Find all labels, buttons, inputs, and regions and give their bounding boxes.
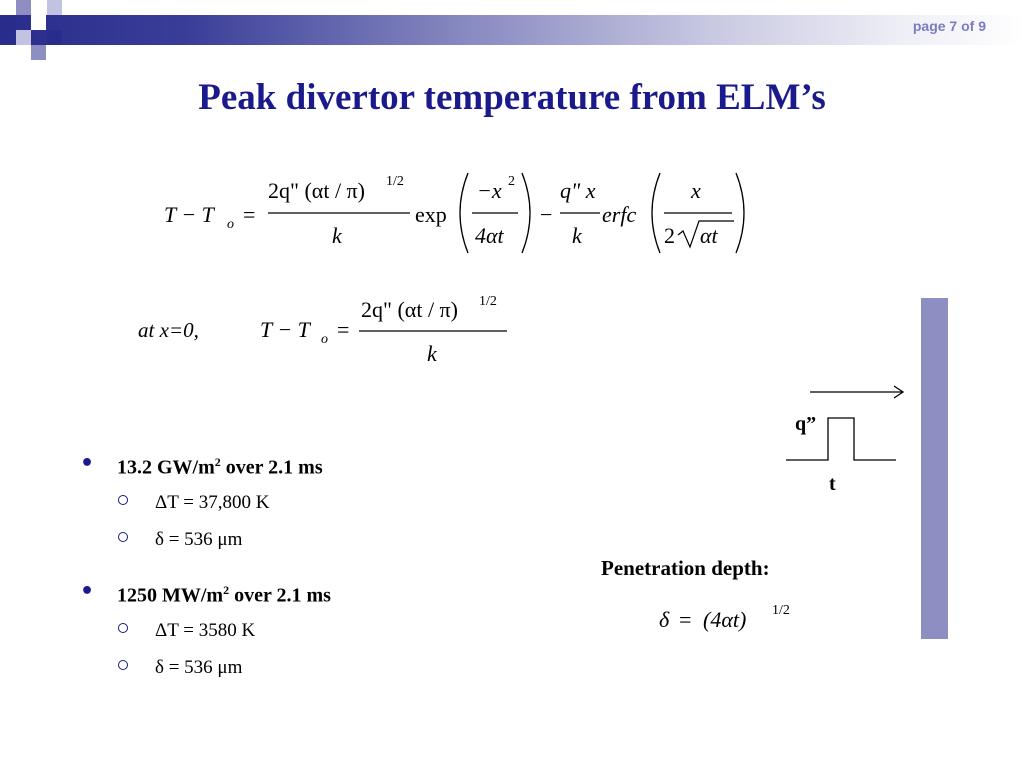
eq-frac2-num: q" x — [560, 178, 596, 203]
eq-exp-num: −x — [477, 178, 502, 203]
penetration-equation — [655, 595, 815, 639]
side-accent-bar — [921, 298, 948, 639]
page-title: Peak divertor temperature from ELM’s — [198, 77, 826, 118]
eq-frac1-num: 2q" (αt / π) — [268, 178, 365, 203]
bullet-1-sup: 2 — [214, 455, 221, 469]
pd-rhs: (4αt) — [703, 607, 747, 632]
penetration-label: Penetration depth: — [601, 556, 770, 580]
sub-text: δ = 536 μm — [155, 657, 243, 678]
eq-erfc-num: x — [691, 178, 701, 203]
bullet-1: • 13.2 $GW/m^2$ over 2.1 ms — [80, 451, 323, 479]
surface-lhs: T − T — [260, 317, 310, 342]
bullet-1-main: 13.2 GW/m — [117, 456, 215, 479]
surface-num-exp: 1/2 — [479, 294, 497, 309]
eq-erfc-den-coef: 2 — [664, 223, 675, 248]
eq-lhs-sub: o — [227, 217, 234, 232]
bullet-1-sub-1 — [155, 492, 269, 514]
eq-frac1-num-exp: 1/2 — [386, 174, 404, 189]
header-bar — [0, 15, 1024, 45]
main-equation — [150, 165, 770, 265]
sub-text: ΔT = 37,800 K — [155, 492, 270, 513]
bullet-2-sub-2 — [155, 657, 242, 679]
sub-text: δ = 536 μm — [155, 529, 243, 550]
surface-equation — [130, 290, 520, 370]
page-number: page 7 of 9 — [912, 18, 986, 34]
eq-exp-word: exp — [415, 202, 447, 227]
eq-exp-den: 4αt — [475, 223, 504, 248]
eq-erfc-den-rad: αt — [700, 223, 718, 248]
pd-equals: = — [679, 607, 692, 632]
eq-lhs: T − T — [164, 202, 214, 227]
q-label: q” — [795, 413, 817, 435]
bullet-2: • 1250 $MW/m^2$ over 2.1 ms — [80, 579, 331, 607]
eq-frac2-den: k — [572, 223, 582, 248]
eq-erfc-word: erfc — [602, 202, 637, 227]
at-x0-label: at x=0, — [138, 318, 199, 342]
eq-frac1-den: k — [332, 223, 342, 248]
bullet-1-sub-2 — [155, 529, 242, 551]
bullet-2-main: 1250 MW/m — [117, 584, 224, 607]
surface-lhs-sub: o — [321, 332, 328, 347]
surface-num: 2q" (αt / π) — [361, 297, 458, 322]
bullet-2-sup: 2 — [223, 583, 230, 597]
t-label: t — [829, 473, 836, 495]
bullet-2-rest: over 2.1 ms — [229, 584, 331, 607]
eq-equals: = — [243, 202, 256, 227]
eq-minus: − — [540, 202, 553, 227]
surface-equals: = — [337, 317, 350, 342]
pd-lhs: δ — [659, 607, 670, 632]
surface-den: k — [427, 341, 437, 366]
bullet-1-rest: over 2.1 ms — [220, 456, 323, 479]
pd-exp: 1/2 — [772, 603, 790, 618]
sub-text: ΔT = 3580 K — [155, 620, 256, 641]
eq-exp-num-exp: 2 — [508, 174, 515, 189]
bullet-2-sub-1 — [155, 620, 255, 642]
